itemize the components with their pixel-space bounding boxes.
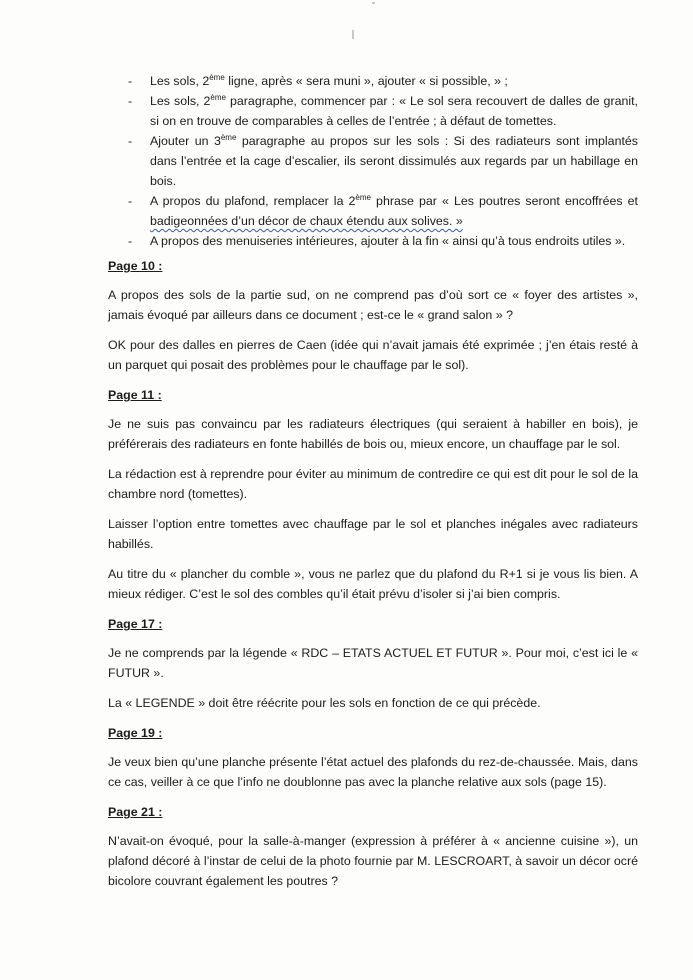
section-heading: Page 10 :: [108, 259, 163, 273]
paragraph: Je ne suis pas convaincu par les radiateurs électriques (qui seraient à habiller en bois), je préférerais des radiateurs en fonte habillés de bois ou, mieux encore, un chauffage par le sol.: [108, 417, 638, 451]
section-page-11: [108, 385, 638, 604]
list-item: [108, 71, 638, 91]
section-page-21: [108, 802, 638, 891]
bullet-text: ligne, après « sera muni », ajouter « si possible, » ;: [224, 74, 508, 88]
bullet-dash: -: [128, 234, 133, 248]
list-item: [108, 131, 638, 191]
section-heading: Page 11 :: [108, 388, 162, 402]
section-heading: Page 21 :: [108, 805, 163, 819]
list-item: [108, 91, 638, 131]
ordinal-superscript: ème: [220, 133, 237, 142]
paragraph: La « LEGENDE » doit être réécrite pour les sols en fonction de ce qui précède.: [108, 696, 541, 710]
ordinal-superscript: ème: [209, 73, 225, 82]
spellcheck-underlined-text: badigeonnées d’un décor de chaux étendu aux solives. »: [150, 214, 463, 228]
bullet-dash: -: [128, 134, 133, 148]
bullet-dash: -: [128, 194, 133, 208]
section-page-17: [108, 614, 638, 713]
scan-artifact-mark: [372, 2, 375, 4]
list-item: [108, 231, 638, 251]
document-body: [108, 71, 638, 901]
paragraph: Je veux bien qu’une planche présente l’état actuel des plafonds du rez-de-chaussée. Mais, dans ce cas, veiller à ce que l’info ne doublonne pas avec la planche relative aux sols (page 15).: [108, 755, 638, 789]
ordinal-superscript: ème: [210, 93, 226, 102]
bullet-text: paragraphe, commencer par : « Le sol sera recouvert de dalles de granit, si on en trouve de comparables à celles de l’entrée ; à défaut de tomettes.: [150, 94, 638, 128]
bullet-dash: -: [128, 74, 133, 88]
section-page-19: [108, 723, 638, 792]
paragraph: Laisser l’option entre tomettes avec chauffage par le sol et planches inégales avec radiateurs habillés.: [108, 517, 638, 551]
paragraph: OK pour des dalles en pierres de Caen (idée qui n’avait jamais été exprimée ; j’en étais resté à un parquet qui posait des problèmes pour le chauffage par le sol).: [108, 338, 638, 372]
paragraph: La rédaction est à reprendre pour éviter au minimum de contredire ce qui est dit pour le sol de la chambre nord (tomettes).: [108, 467, 638, 501]
ordinal-superscript: ème: [355, 193, 371, 202]
bullet-list: [108, 71, 638, 251]
bullet-text: phrase par « Les poutres seront encoffrées et: [370, 194, 638, 208]
paragraph: N’avait-on évoqué, pour la salle-à-manger (expression à préférer à « ancienne cuisine »), un plafond décoré à l’instar de celui de la photo fournie par M. LESCROART, à savoir un décor ocré bicolore couvrant également les poutres ?: [108, 834, 638, 888]
paragraph: Je ne comprends par la légende « RDC – ETATS ACTUEL ET FUTUR ». Pour moi, c’est ici le « FUTUR ».: [108, 646, 638, 680]
paragraph: A propos des sols de la partie sud, on ne comprend pas d’où sort ce « foyer des artistes », jamais évoqué par ailleurs dans ce document ; est-ce le « grand salon » ?: [108, 288, 638, 322]
section-page-10: [108, 256, 638, 375]
bullet-text: Ajouter un 3: [150, 134, 221, 148]
scan-artifact-mark: [352, 30, 354, 39]
paragraph: Au titre du « plancher du comble », vous ne parlez que du plafond du R+1 si je vous lis bien. A mieux rédiger. C’est le sol des combles qu’il était prévu d’isoler si j’ai bien compris.: [108, 567, 638, 601]
section-heading: Page 17 :: [108, 617, 163, 631]
bullet-text: Les sols, 2: [150, 74, 210, 88]
bullet-dash: -: [128, 94, 133, 108]
bullet-text: paragraphe au propos sur les sols : Si des radiateurs sont implantés dans l’entrée et la cage d’escalier, ils seront dissimulés aux regards par un habillage en bois.: [150, 134, 638, 188]
list-item: [108, 191, 638, 231]
bullet-text: A propos du plafond, remplacer la 2: [150, 194, 356, 208]
bullet-text: Les sols, 2: [150, 94, 211, 108]
section-heading: Page 19 :: [108, 726, 163, 740]
bullet-text: A propos des menuiseries intérieures, ajouter à la fin « ainsi qu’à tous endroits utiles ».: [150, 234, 626, 248]
